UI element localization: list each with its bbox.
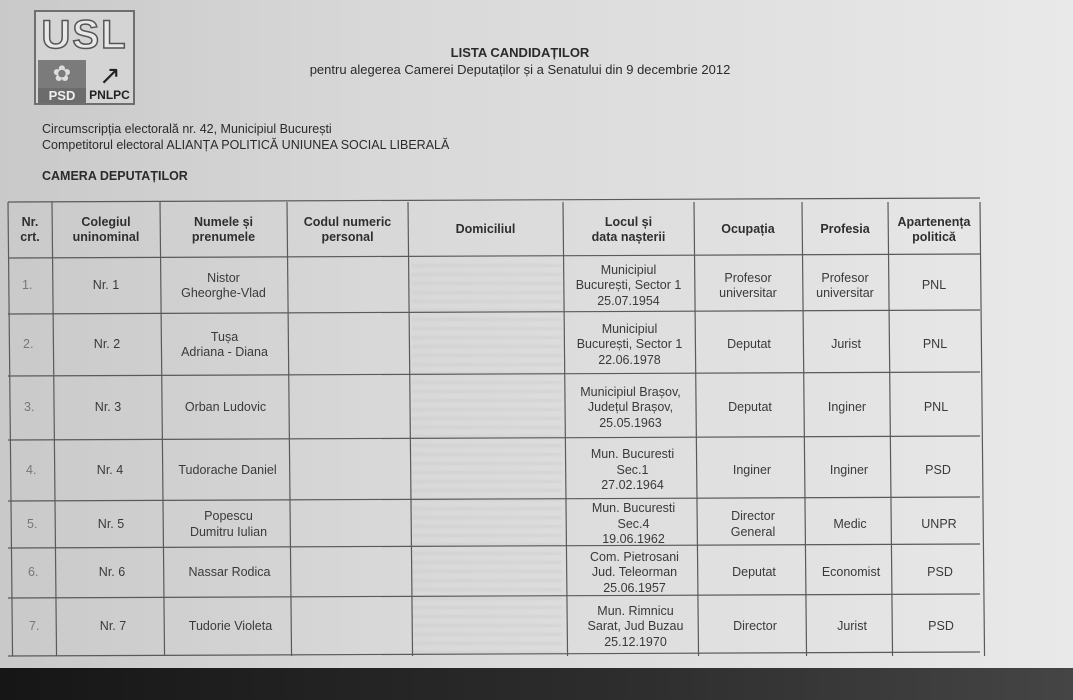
cell-ocupatie — [700, 548, 808, 598]
cell-partid-text: PSD — [925, 462, 951, 477]
header-profesie-text: Profesia — [820, 222, 870, 237]
header-ocupatie-text: Ocupația — [721, 222, 775, 237]
cell-profesie-text: Inginer — [827, 400, 867, 415]
cell-profesie — [809, 598, 895, 656]
cell-nume-text: Popescu Dumitru Iulian — [189, 509, 268, 539]
cell-profesie-text: Economist — [821, 565, 881, 580]
rose-icon: ✿ — [38, 60, 86, 88]
cell-partid-text: PNL — [921, 278, 947, 293]
cell-nastere — [563, 258, 694, 314]
header-nr-text: Nr. crt. — [20, 214, 40, 244]
cell-nr-text: 4. — [26, 462, 37, 477]
cell-cnp — [291, 440, 412, 501]
cell-nastere — [564, 314, 695, 376]
cell-nume — [165, 501, 292, 548]
cell-ocupatie — [696, 376, 804, 440]
header-nastere — [563, 202, 694, 258]
cell-partid-text: PSD — [928, 619, 954, 634]
title-line-2: pentru alegerea Camerei Deputaților și a Senatului din 9 decembrie 2012 — [309, 62, 731, 77]
cell-ocupatie — [698, 440, 806, 501]
cell-ocupatie — [694, 258, 802, 314]
cell-partid — [890, 376, 982, 440]
cell-ocupatie — [699, 501, 807, 548]
cell-domiciliu — [412, 440, 567, 501]
cell-partid — [892, 440, 984, 501]
cell-colegiu — [53, 314, 161, 376]
section-title: CAMERA DEPUTAȚILOR — [42, 169, 188, 183]
cell-profesie — [803, 314, 889, 376]
cell-nume-text: Orban Ludovic — [184, 400, 267, 415]
cell-nr — [12, 440, 56, 501]
cell-colegiu-text: Nr. 7 — [99, 619, 127, 634]
cell-colegiu-text: Nr. 2 — [93, 337, 121, 352]
cell-profesie — [802, 258, 888, 314]
header-profesie — [802, 202, 888, 258]
cell-nastere — [570, 598, 701, 656]
cell-nastere-text: Mun. Bucuresti Sec.4 19.06.1962 — [591, 501, 676, 547]
cell-partid-text: PSD — [927, 565, 953, 580]
cell-partid — [895, 598, 987, 656]
header-nume — [160, 202, 287, 258]
cell-nume-text: Nistor Gheorghe-Vlad — [181, 270, 266, 300]
cell-partid — [893, 501, 985, 548]
cell-domiciliu — [414, 548, 569, 598]
cell-domiciliu — [410, 376, 565, 440]
cell-nume — [160, 258, 287, 314]
cell-partid — [889, 314, 981, 376]
cell-nastere-text: Com. Pietrosani Jud. Teleorman 25.06.1957 — [590, 549, 679, 595]
logo-usl-text: USL — [41, 13, 128, 57]
header-domiciliu-text: Domiciliul — [455, 222, 516, 237]
cell-nume — [167, 598, 294, 656]
cell-profesie — [808, 548, 894, 598]
cell-nume — [166, 548, 293, 598]
cell-nr-text: 3. — [24, 400, 35, 415]
cell-domiciliu — [415, 598, 570, 656]
cell-colegiu — [58, 548, 166, 598]
cell-nr — [10, 376, 54, 440]
cell-nr — [9, 314, 53, 376]
cell-cnp — [292, 501, 413, 548]
cell-nastere-text: Municipiul Brașov, Județul Brașov, 25.05.1963 — [580, 384, 681, 430]
cell-domiciliu — [413, 501, 568, 548]
cell-profesie-text: Inginer — [829, 462, 869, 477]
cell-ocupatie-text: Deputat — [732, 565, 776, 580]
cell-colegiu — [57, 501, 165, 548]
header-cnp — [287, 202, 408, 258]
cell-cnp — [287, 258, 408, 314]
header-nume-text: Numele și prenumele — [191, 214, 256, 244]
title-line-1: LISTA CANDIDAȚILOR — [450, 45, 590, 60]
cell-nr — [8, 258, 52, 314]
cell-nastere-text: Municipiul București, Sector 1 25.07.1954 — [575, 262, 682, 308]
cell-nastere-text: Mun. Bucuresti Sec.1 27.02.1964 — [590, 447, 675, 493]
cell-nr-text: 2. — [23, 337, 34, 352]
cell-profesie — [804, 376, 890, 440]
cell-nume-text: Nassar Rodica — [188, 565, 271, 580]
cell-colegiu-text: Nr. 4 — [96, 462, 124, 477]
cell-ocupatie-text: Director — [733, 619, 777, 634]
cell-domiciliu — [409, 314, 564, 376]
logo-psd-text: PSD — [38, 88, 86, 103]
header-cnp-text: Codul numeric personal — [303, 214, 392, 244]
cell-ocupatie — [701, 598, 809, 656]
cell-profesie-text: Profesor universitar — [816, 270, 874, 300]
cell-nr-text: 1. — [22, 278, 33, 293]
cell-profesie-text: Jurist — [831, 337, 861, 352]
cell-nr — [14, 548, 58, 598]
cell-colegiu — [56, 440, 164, 501]
cell-domiciliu — [408, 258, 563, 314]
cell-profesie-text: Jurist — [837, 619, 867, 634]
cell-partid-text: PNL — [923, 400, 949, 415]
cell-ocupatie-text: Deputat — [728, 400, 772, 415]
cell-nume-text: Tudorache Daniel — [178, 462, 277, 477]
cell-nr — [13, 501, 57, 548]
cell-ocupatie-text: Inginer — [732, 462, 772, 477]
cell-partid-text: PNL — [922, 337, 948, 352]
cell-nume — [161, 314, 288, 376]
cell-nume-text: Tudorie Violeta — [188, 619, 273, 634]
cell-partid-text: UNPR — [921, 516, 957, 531]
header-partid — [888, 202, 980, 258]
cell-nr-text: 6. — [28, 565, 39, 580]
arrow-icon: ↗ — [99, 60, 121, 90]
cell-colegiu-text: Nr. 3 — [94, 400, 122, 415]
header-colegiu — [52, 202, 160, 258]
cell-partid — [894, 548, 986, 598]
header-domiciliu — [408, 202, 563, 258]
cell-colegiu — [54, 376, 162, 440]
cell-nastere-text: Mun. Rimnicu Sarat, Jud Buzau 25.12.1970 — [587, 603, 684, 649]
header-partid-text: Apartenența politică — [897, 214, 971, 244]
cell-partid — [888, 258, 980, 314]
cell-nr-text: 7. — [29, 619, 40, 634]
cell-nastere — [568, 501, 699, 548]
cell-ocupatie-text: Director General — [730, 509, 776, 539]
cell-nume-text: Tușa Adriana - Diana — [181, 329, 268, 359]
cell-colegiu-text: Nr. 1 — [92, 278, 120, 293]
circumscriptie-text: Circumscripția electorală nr. 42, Municipiul București — [42, 122, 332, 136]
header-ocupatie — [694, 202, 802, 258]
header-nr — [8, 202, 52, 258]
cell-colegiu — [52, 258, 160, 314]
cell-nastere — [565, 376, 696, 440]
cell-cnp — [293, 548, 414, 598]
cell-colegiu-text: Nr. 5 — [97, 516, 125, 531]
cell-colegiu-text: Nr. 6 — [98, 565, 126, 580]
cell-nastere — [567, 440, 698, 501]
cell-colegiu — [59, 598, 167, 656]
cell-profesie-text: Medic — [833, 516, 867, 531]
cell-nr-text: 5. — [27, 516, 38, 531]
competitor-text: Competitorul electoral ALIANȚA POLITICĂ UNIUNEA SOCIAL LIBERALĂ — [42, 138, 450, 152]
cell-nume — [164, 440, 291, 501]
cell-cnp — [288, 314, 409, 376]
cell-cnp — [289, 376, 410, 440]
cell-nastere — [569, 548, 700, 598]
cell-cnp — [294, 598, 415, 656]
header-nastere-text: Locul și data nașterii — [591, 214, 666, 244]
cell-profesie — [806, 440, 892, 501]
cell-nr — [15, 598, 59, 656]
logo-pnlpc-text: PNLPC — [89, 88, 130, 102]
cell-ocupatie — [695, 314, 803, 376]
header-colegiu-text: Colegiul uninominal — [72, 214, 140, 244]
cell-nastere-text: Municipiul București, Sector 1 22.06.1978 — [576, 321, 683, 367]
cell-ocupatie-text: Profesor universitar — [719, 270, 777, 300]
cell-profesie — [807, 501, 893, 548]
cell-nume — [162, 376, 289, 440]
cell-ocupatie-text: Deputat — [727, 337, 771, 352]
